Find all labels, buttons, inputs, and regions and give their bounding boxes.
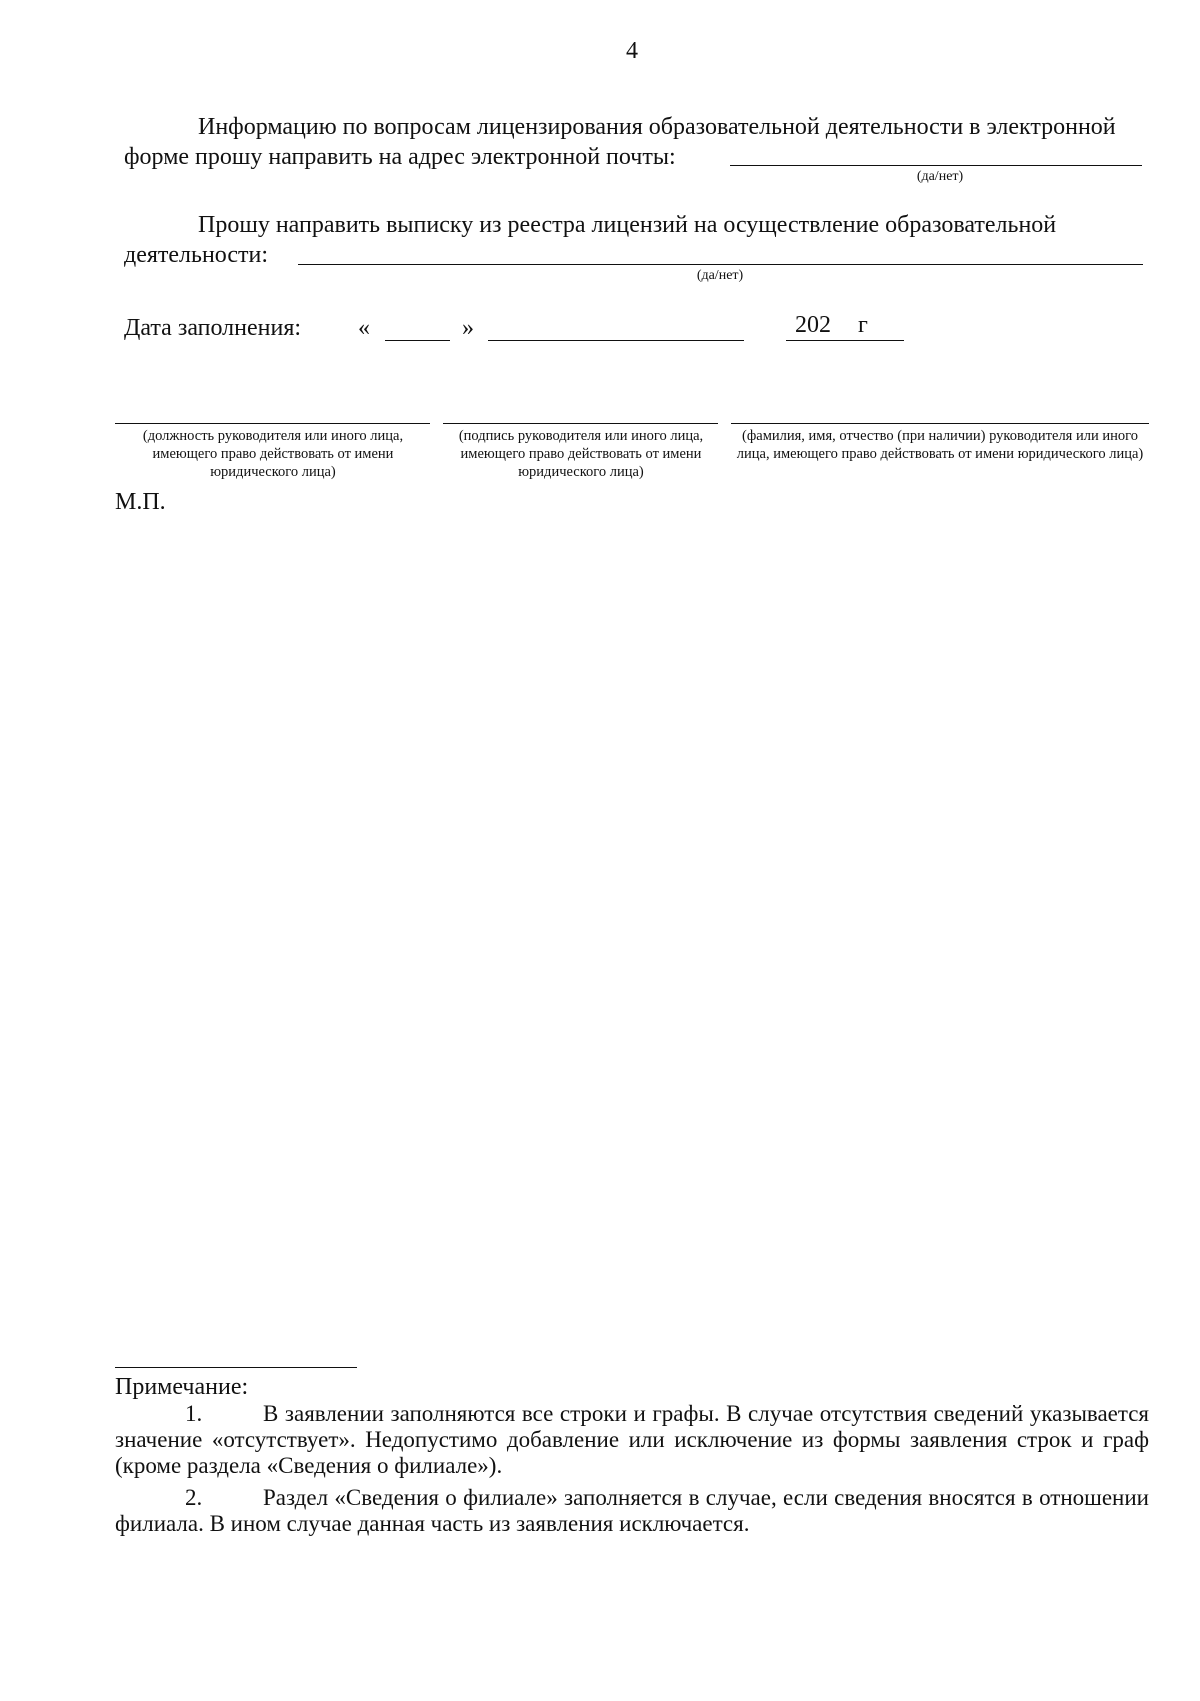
note-item-1-text: В заявлении заполняются все строки и графы. В случае отсутствия сведений указывается значение «отсутствует». Недопустимо добавление или исключение из формы заявления строк и граф (кроме раздела «Сведения о филиале»). xyxy=(115,1401,1149,1478)
position-field[interactable] xyxy=(115,423,430,424)
extract-request-line1: Прошу направить выписку из реестра лицензий на осуществление образовательной xyxy=(198,212,1057,238)
email-request-line1: Информацию по вопросам лицензирования образовательной деятельности в электронной xyxy=(198,114,1116,140)
position-caption: (должность руководителя или иного лица, имеющего право действовать от имени юридического лица) xyxy=(142,428,404,480)
signature-caption: (подпись руководителя или иного лица, имеющего право действовать от имени юридического лица) xyxy=(458,428,704,480)
note-item-2-text: Раздел «Сведения о филиале» заполняется в случае, если сведения вносятся в отношении филиала. В ином случае данная часть из заявления исключается. xyxy=(115,1485,1149,1536)
fill-date-close-quote: » xyxy=(462,315,474,341)
note-item-1 xyxy=(115,1401,1149,1479)
fill-date-day-field[interactable] xyxy=(385,340,450,341)
page-number: 4 xyxy=(626,38,638,64)
note-item-2-number: 2. xyxy=(185,1485,203,1510)
fill-date-year-suffix: г xyxy=(858,312,868,338)
full-name-caption: (фамилия, имя, отчество (при наличии) руководителя или иного лица, имеющего право действовать от имени юридического лица) xyxy=(736,428,1144,462)
signature-field[interactable] xyxy=(443,423,718,424)
fill-date-year-prefix: 202 xyxy=(795,312,831,338)
stamp-label: М.П. xyxy=(115,489,166,515)
notes-heading: Примечание: xyxy=(115,1374,249,1400)
email-request-line2: форме прошу направить на адрес электронной почты: xyxy=(124,144,676,170)
note-item-1-number: 1. xyxy=(185,1401,203,1426)
extract-answer-hint: (да/нет) xyxy=(696,268,744,283)
full-name-field[interactable] xyxy=(731,423,1149,424)
notes-separator xyxy=(115,1367,357,1368)
fill-date-open-quote: « xyxy=(358,315,370,341)
fill-date-month-field[interactable] xyxy=(488,340,744,341)
extract-request-line2: деятельности: xyxy=(124,242,269,268)
email-answer-hint: (да/нет) xyxy=(916,169,964,184)
fill-date-year-field[interactable] xyxy=(786,340,904,341)
note-item-2 xyxy=(115,1485,1149,1537)
extract-answer-field[interactable] xyxy=(298,264,1143,265)
fill-date-label: Дата заполнения: xyxy=(124,315,302,341)
email-answer-field[interactable] xyxy=(730,165,1142,166)
